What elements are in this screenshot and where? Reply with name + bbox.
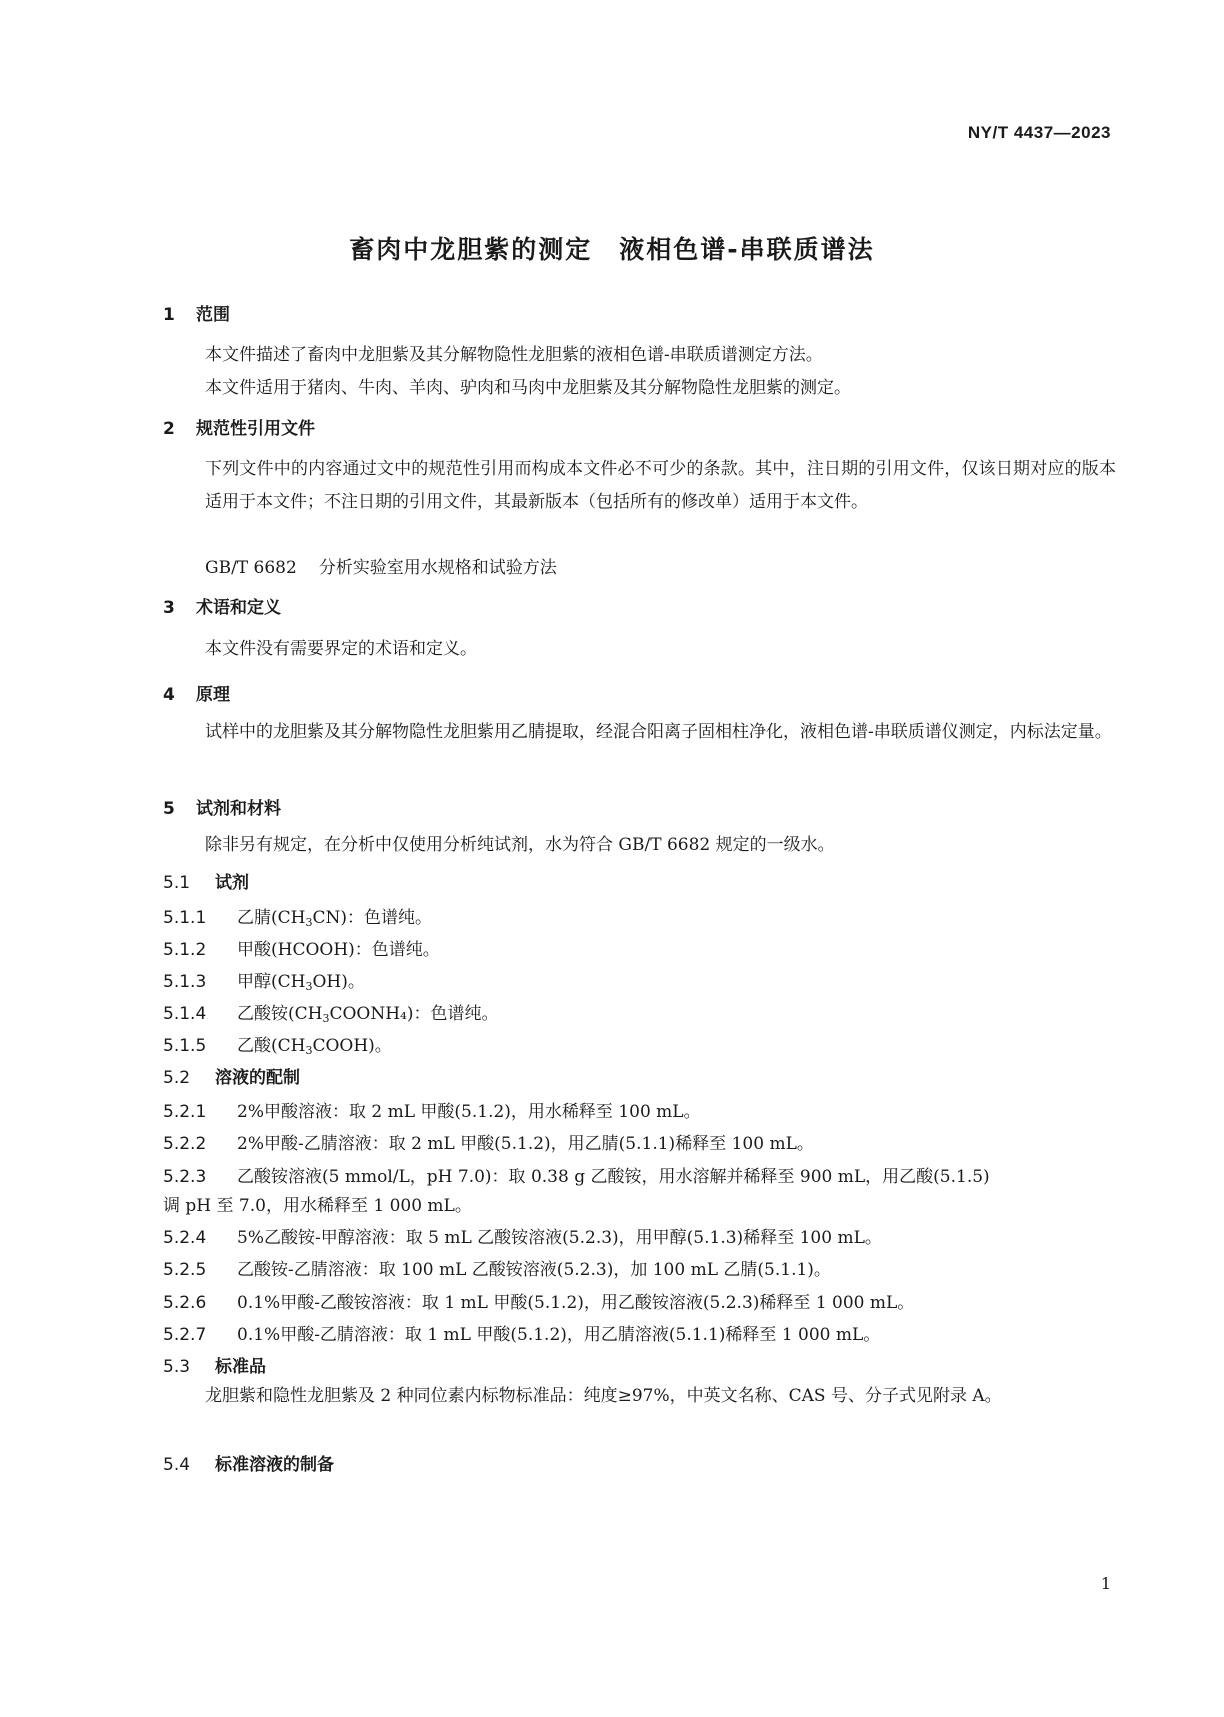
section-title: 试剂和材料 xyxy=(196,799,281,819)
solution-item: 5.2.7 0.1%甲酸-乙腈溶液：取 1 mL 甲酸(5.1.2)，用乙腈溶液(5.1.1)稀释至 1 000 mL。 xyxy=(163,1325,881,1345)
subsection-5-3-paragraph-text: 龙胆紫和隐性龙胆紫及 2 种同位素内标物标准品：纯度≥97%，中英文名称、CAS 号、分子式见附录 A。 xyxy=(205,1386,1002,1406)
solution-item: 5.2.2 2%甲酸-乙腈溶液：取 2 mL 甲酸(5.1.2)，用乙腈(5.1.1)稀释至 100 mL。 xyxy=(163,1134,814,1154)
section-1-paragraph-2: 本文件适用于猪肉、牛肉、羊肉、驴肉和马肉中龙胆紫及其分解物隐性龙胆紫的测定。 xyxy=(205,378,851,398)
subsection-5-3-heading xyxy=(163,1352,266,1377)
reagent-item: 5.1.2 甲酸(HCOOH)：色谱纯。 xyxy=(163,940,440,960)
section-title: 原理 xyxy=(196,685,230,705)
section-2-heading xyxy=(163,414,315,439)
section-number: 2 xyxy=(163,419,175,439)
solution-item: 5.2.4 5%乙酸铵-甲醇溶液：取 5 mL 乙酸铵溶液(5.2.3)，用甲醇(5.1.3)稀释至 100 mL。 xyxy=(163,1228,882,1248)
section-2-paragraph-text: 下列文件中的内容通过文中的规范性引用而构成本文件必不可少的条款。其中，注日期的引用文件，仅该日期对应的版本适用于本文件；不注日期的引用文件，其最新版本（包括所有的修改单）适用于本文件。 xyxy=(205,459,1116,512)
section-4-heading xyxy=(163,680,230,705)
subsection-title: 试剂 xyxy=(215,873,249,893)
section-number: 5 xyxy=(163,799,175,819)
subsection-title: 溶液的配制 xyxy=(215,1068,300,1088)
section-3-paragraph: 本文件没有需要界定的术语和定义。 xyxy=(205,639,477,659)
section-3-heading xyxy=(163,593,281,618)
section-4-paragraph-text: 试样中的龙胆紫及其分解物隐性龙胆紫用乙腈提取，经混合阳离子固相柱净化，液相色谱-串联质谱仪测定，内标法定量。 xyxy=(205,722,1112,742)
section-number: 4 xyxy=(163,685,175,705)
subsection-number: 5.1 xyxy=(163,873,191,893)
subsection-number: 5.4 xyxy=(163,1455,191,1475)
reagent-item: 5.1.4 乙酸铵$(CH_3COONH_4)$：色谱纯。 xyxy=(163,1004,499,1025)
section-title: 规范性引用文件 xyxy=(196,419,315,439)
section-number: 3 xyxy=(163,598,175,618)
solution-item-continuation: 调 pH 至 7.0，用水稀释至 1 000 mL。 xyxy=(163,1196,472,1216)
document-title: 畜肉中龙胆紫的测定 液相色谱-串联质谱法 xyxy=(349,235,875,264)
subsection-number: 5.3 xyxy=(163,1357,191,1377)
page-number: 1 xyxy=(1100,1574,1111,1593)
solution-item: 5.2.5 乙酸铵-乙腈溶液：取 100 mL 乙酸铵溶液(5.2.3)，加 100 mL 乙腈(5.1.1)。 xyxy=(163,1260,831,1280)
subsection-5-1-heading xyxy=(163,868,249,893)
subsection-title: 标准溶液的制备 xyxy=(215,1455,334,1475)
solution-item: 5.2.6 0.1%甲酸-乙酸铵溶液：取 1 mL 甲酸(5.1.2)，用乙酸铵溶液(5.2.3)稀释至 1 000 mL。 xyxy=(163,1293,915,1313)
normative-reference xyxy=(205,552,557,585)
reference-code: GB/T 6682 xyxy=(205,558,297,578)
section-title: 范围 xyxy=(196,305,230,325)
solution-item: 5.2.1 2%甲酸溶液：取 2 mL 甲酸(5.1.2)，用水稀释至 100 mL。 xyxy=(163,1102,701,1122)
section-5-heading xyxy=(163,794,281,819)
solution-item: 5.2.3 乙酸铵溶液(5 mmol/L，pH 7.0)：取 0.38 g 乙酸铵，用水溶解并稀释至 900 mL，用乙酸(5.1.5) xyxy=(163,1167,990,1187)
subsection-5-3-paragraph xyxy=(163,1380,1116,1413)
reagent-item: 5.1.5 乙酸$(CH_3COOH)$。 xyxy=(163,1036,392,1057)
section-1-heading xyxy=(163,300,230,325)
reagent-item: 5.1.1 乙腈$(CH_3CN)$：色谱纯。 xyxy=(163,908,432,929)
subsection-title: 标准品 xyxy=(215,1357,266,1377)
subsection-5-4-heading xyxy=(163,1450,334,1475)
section-2-paragraph xyxy=(163,453,1116,519)
section-5-paragraph: 除非另有规定，在分析中仅使用分析纯试剂，水为符合 GB/T 6682 规定的一级水。 xyxy=(205,835,835,855)
section-1-paragraph-1: 本文件描述了畜肉中龙胆紫及其分解物隐性龙胆紫的液相色谱-串联质谱测定方法。 xyxy=(205,345,823,365)
subsection-number: 5.2 xyxy=(163,1068,191,1088)
reference-title: 分析实验室用水规格和试验方法 xyxy=(318,558,557,578)
section-4-paragraph xyxy=(163,716,1116,749)
section-number: 1 xyxy=(163,305,175,325)
subsection-5-2-heading xyxy=(163,1063,300,1088)
section-title: 术语和定义 xyxy=(196,598,281,618)
standard-code: NY/T 4437—2023 xyxy=(967,123,1111,142)
reagent-item: 5.1.3 甲醇$(CH_3OH)$。 xyxy=(163,972,365,993)
